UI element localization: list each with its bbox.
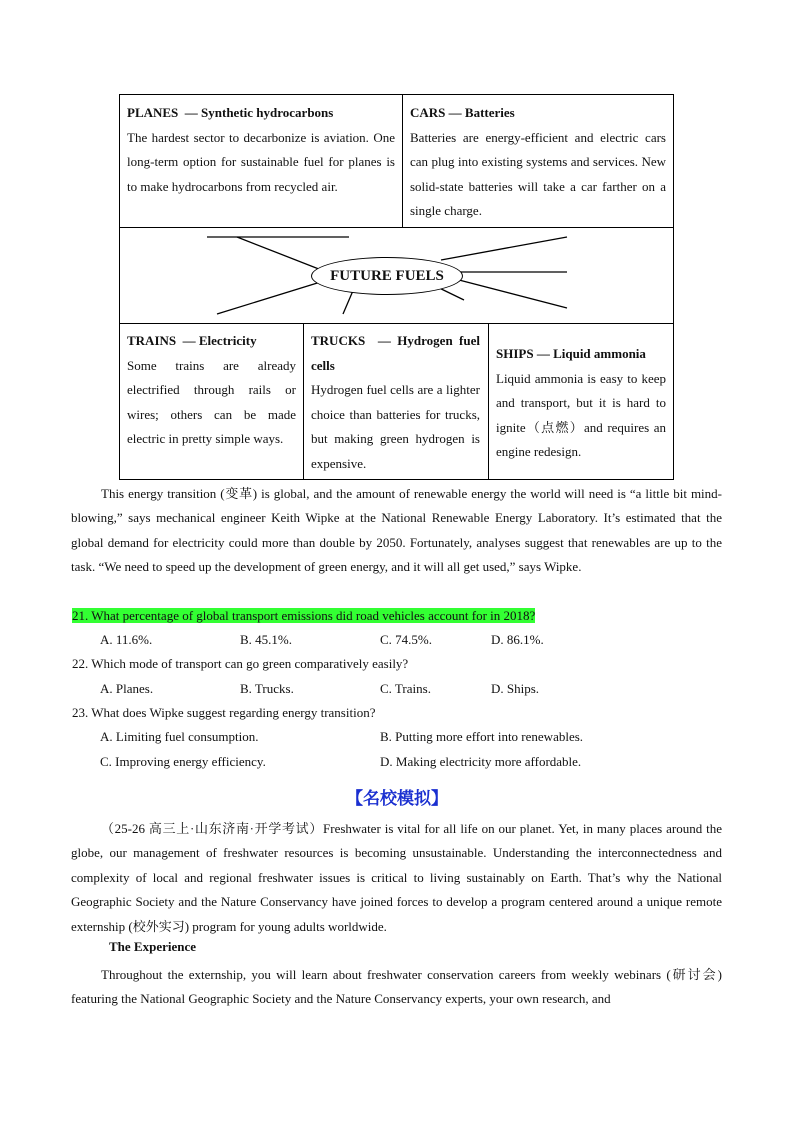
table-col-divider xyxy=(303,323,304,480)
ships-text: Liquid ammonia is easy to keep and transport, but it is hard to ignite（点燃）and requires an engine redesign. xyxy=(496,370,666,459)
passage-paragraph-2: （25-26 高三上·山东济南·开学考试）Freshwater is vital for all life on our planet. Yet, in many places around the globe, our management of freshwater resources is becoming unsustainable. Understanding the interconnectedness and complexity of local and regional freshwater issues is critical to living sustainably on Earth. That’s why the National Geographic Society and the Nature Conservancy have joined forces to develop a program centered around a unique remote externship (校外实习) program for young adults worldwide. xyxy=(71,821,722,934)
cars-heading: CARS — Batteries xyxy=(410,105,515,120)
trains-cell xyxy=(127,329,296,452)
q21-option-a[interactable]: A. 11.6%. xyxy=(100,632,153,647)
q21-option-d[interactable]: D. 86.1%. xyxy=(491,632,544,647)
question-21 xyxy=(72,604,535,628)
table-border-top xyxy=(119,94,674,95)
q23-option-b[interactable]: B. Putting more effort into renewables. xyxy=(380,729,584,744)
q22-option-a[interactable]: A. Planes. xyxy=(100,681,154,696)
ships-heading: SHIPS — Liquid ammonia xyxy=(496,346,646,361)
trucks-heading: TRUCKS — Hydrogen fuel cells xyxy=(311,333,480,373)
planes-text: The hardest sector to decarbonize is aviation. One long-term option for sustainable fuel for planes is to make hydrocarbons from recycled air. xyxy=(127,129,395,194)
future-fuels-diagram xyxy=(119,94,674,480)
q23-option-a[interactable]: A. Limiting fuel consumption. xyxy=(100,729,259,744)
trains-heading: TRAINS — Electricity xyxy=(127,333,257,348)
planes-heading: PLANES — Synthetic hydrocarbons xyxy=(127,105,334,120)
ships-cell xyxy=(496,342,666,465)
question-22-stem: 22. Which mode of transport can go green comparatively easily? xyxy=(72,656,409,671)
trucks-text: Hydrogen fuel cells are a lighter choice than batteries for trucks, but making green hydrogen is expensive. xyxy=(311,382,480,471)
cars-text: Batteries are energy-efficient and electric cars can plug into existing systems and services. New solid-state batteries will take a car farther on a single charge. xyxy=(410,129,666,218)
trains-text: Some trains are already electrified through rails or wires; others can be made electric in pretty simple ways. xyxy=(127,357,296,446)
passage-paragraph-1: This energy transition (变革) is global, and the amount of renewable energy the world will need is “a little bit mind-blowing,” says mechanical engineer Keith Wipke at the National Renewable Energy Laboratory. It’s estimated that the global demand for electricity could more than double by 2050. Fortunately, analyses suggest that renewables are up to the task. “We need to speed up the development of green energy, and it will all get used,” says Wipke. xyxy=(71,486,722,575)
trucks-cell xyxy=(311,329,480,476)
q23-option-c[interactable]: C. Improving energy efficiency. xyxy=(100,754,266,769)
passage-paragraph-3: Throughout the externship, you will learn about freshwater conservation careers from weekly webinars (研讨会) featuring the National Geographic Society and the Nature Conservancy experts, your own research, and xyxy=(71,967,722,1007)
section-title: 【名校模拟】 xyxy=(346,789,448,809)
question-21-stem: 21. What percentage of global transport emissions did road vehicles account for in 2018? xyxy=(72,608,536,623)
question-23-stem: 23. What does Wipke suggest regarding energy transition? xyxy=(72,705,376,720)
planes-cell xyxy=(127,101,395,199)
table-row-divider xyxy=(119,323,674,324)
q21-option-b[interactable]: B. 45.1%. xyxy=(240,632,292,647)
q22-option-b[interactable]: B. Trucks. xyxy=(240,681,294,696)
cars-cell xyxy=(410,101,666,224)
q23-option-d[interactable]: D. Making electricity more affordable. xyxy=(380,754,582,769)
q22-option-d[interactable]: D. Ships. xyxy=(491,681,540,696)
q21-option-c[interactable]: C. 74.5%. xyxy=(380,632,432,647)
table-border-bottom xyxy=(119,479,674,480)
table-col-divider xyxy=(488,323,489,480)
q22-option-c[interactable]: C. Trains. xyxy=(380,681,431,696)
future-fuels-hub: FUTURE FUELS xyxy=(311,257,463,295)
subheading-experience: The Experience xyxy=(109,939,197,954)
table-col-divider xyxy=(402,94,403,228)
